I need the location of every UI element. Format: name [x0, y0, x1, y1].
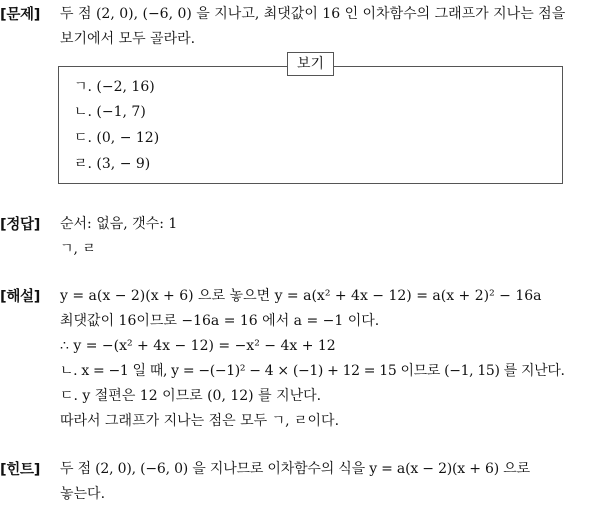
choices-box-title: 보기 [287, 52, 334, 76]
solution-line-2: 최댓값이 16이므로 −16a = 16 에서 a = −1 이다. [60, 313, 380, 329]
solution-label: [해설] [0, 289, 41, 305]
solution-line-6: 따라서 그래프가 지나는 점은 모두 ㄱ, ㄹ이다. [60, 413, 340, 429]
solution-line-1: y = a(x − 2)(x + 6) 으로 놓으면 y = a(x² + 4x − 12) = a(x + 2)² − 16a [60, 288, 542, 304]
choice-item-2: ㄴ. (−1, 7) [74, 104, 146, 120]
solution-line-4: ㄴ. x = −1 일 때, y = −(−1)² − 4 × (−1) + 12 = 15 이므로 (−1, 15) 를 지난다. [60, 363, 565, 379]
problem-text-line-2: 보기에서 모두 골라라. [60, 31, 196, 47]
choice-item-4: ㄹ. (3, − 9) [74, 156, 151, 172]
hint-text-line-1: 두 점 (2, 0), (−6, 0) 을 지나므로 이차함수의 식을 y = a(x − 2)(x + 6) 으로 [60, 461, 530, 477]
solution-line-3: ∴ y = −(x² + 4x − 12) = −x² − 4x + 12 [60, 338, 336, 354]
choice-item-1: ㄱ. (−2, 16) [74, 79, 155, 95]
choice-item-3: ㄷ. (0, − 12) [74, 130, 160, 146]
hint-label: [힌트] [0, 462, 41, 478]
answer-value: ㄱ, ㄹ [60, 241, 96, 257]
problem-text-line-1: 두 점 (2, 0), (−6, 0) 을 지나고, 최댓값이 16 인 이차함수의 그래프가 지나는 점을 [60, 6, 566, 22]
answer-order-count: 순서: 없음, 갯수: 1 [60, 216, 178, 232]
solution-line-5: ㄷ. y 절편은 12 이므로 (0, 12) 를 지난다. [60, 388, 322, 404]
problem-label: [문제] [0, 7, 41, 23]
hint-text-line-2: 놓는다. [60, 486, 106, 502]
answer-label: [정답] [0, 217, 41, 233]
